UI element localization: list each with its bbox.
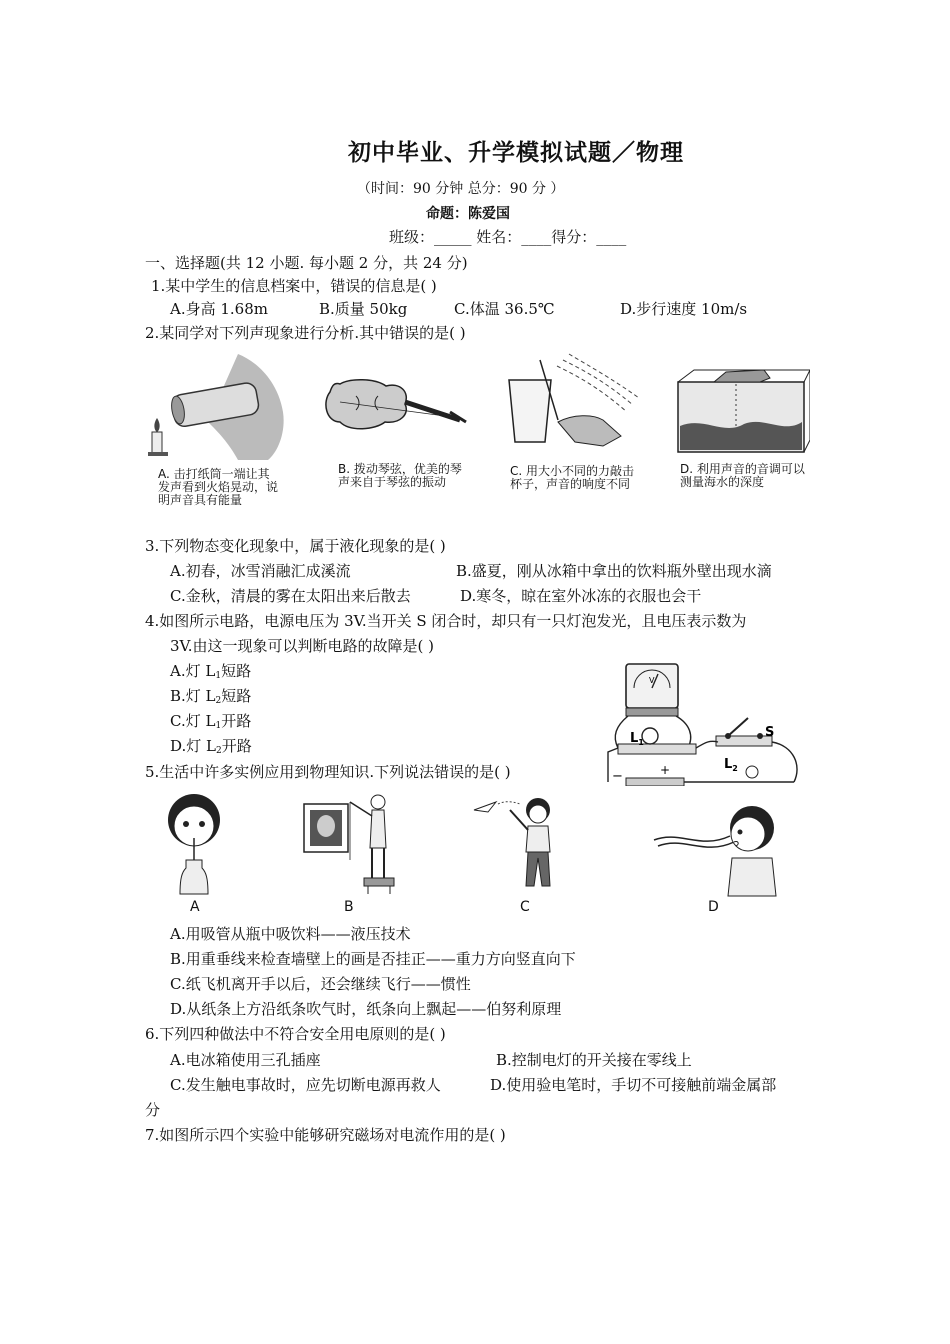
- q2-figure-a-paper-tube-candle: [148, 352, 298, 464]
- q1-option-a: A.身高 1.68m: [170, 300, 268, 318]
- q5-option-a: A.用吸管从瓶中吸饮料——液压技术: [170, 925, 411, 943]
- q1-option-d: D.步行速度 10m/s: [620, 300, 748, 318]
- exam-author: 命题：陈爱国: [426, 206, 510, 222]
- q2-figure-b-violin: [320, 372, 468, 444]
- q5-label-d: D: [708, 899, 719, 915]
- section-heading: 一、选择题(共 12 小题. 每小题 2 分，共 24 分): [145, 254, 468, 272]
- q5-figure-c-paper-plane: [470, 788, 580, 898]
- q4-option-b: B.灯 $L_2$短路: [170, 687, 252, 706]
- lamp-l2-label: $L_2$: [724, 757, 738, 773]
- q5-label-c: C: [520, 899, 530, 915]
- question-4-stem-line2: 3V.由这一现象可以判断电路的故障是( ): [170, 637, 434, 655]
- q5-figure-d-blowing-paper: [650, 788, 780, 898]
- q2-caption-c: C. 用大小不同的力敲击杯子，声音的响度不同: [510, 464, 635, 491]
- q5-option-c: C.纸飞机离开手以后，还会继续飞行——惯性: [170, 975, 471, 993]
- student-info-fields: 班级：_____ 姓名：____得分：____: [389, 228, 627, 246]
- q4-figure-circuit: [598, 656, 808, 786]
- question-1-stem: 1.某中学生的信息档案中，错误的信息是( ): [151, 277, 437, 295]
- q6-option-d-wrap: 分: [145, 1101, 161, 1119]
- q2-caption-d: D. 利用声音的音调可以测量海水的深度: [680, 462, 805, 489]
- question-5-stem: 5.生活中许多实例应用到物理知识.下列说法错误的是( ): [145, 763, 511, 781]
- q1-option-b: B.质量 50kg: [319, 300, 408, 318]
- q5-option-b: B.用重垂线来检查墙壁上的画是否挂正——重力方向竖直向下: [170, 950, 576, 968]
- q1-option-c: C.体温 36.5℃: [454, 300, 555, 318]
- question-6-stem: 6.下列四种做法中不符合安全用电原则的是( ): [145, 1025, 446, 1043]
- exam-time-info: （时间：90 分钟 总分：90 分 ）: [357, 181, 565, 197]
- q3-option-b: B.盛夏，刚从冰箱中拿出的饮料瓶外壁出现水滴: [456, 562, 772, 580]
- q5-label-a: A: [190, 899, 200, 915]
- q6-option-b: B.控制电灯的开关接在零线上: [496, 1051, 692, 1069]
- q3-option-d: D.寒冬，晾在室外冰冻的衣服也会干: [460, 587, 702, 605]
- battery-minus-label: −: [612, 769, 623, 784]
- question-2-stem: 2.某同学对下列声现象进行分析.其中错误的是( ): [145, 324, 466, 342]
- question-3-stem: 3.下列物态变化现象中，属于液化现象的是( ): [145, 537, 446, 555]
- q2-caption-a: A. 击打纸筒一端让其发声看到火焰晃动，说明声音具有能量: [158, 467, 279, 507]
- q5-figure-a-girl-straw: [160, 788, 230, 898]
- q2-caption-b: B. 拨动琴弦，优美的琴声来自于琴弦的振动: [338, 462, 462, 489]
- q4-option-c: C.灯 $L_1$开路: [170, 712, 252, 731]
- voltmeter-label: V: [649, 676, 655, 685]
- q3-option-a: A.初春，冰雪消融汇成溪流: [170, 562, 351, 580]
- battery-plus-label: +: [660, 763, 671, 777]
- q5-option-d: D.从纸条上方沿纸条吹气时，纸条向上飘起——伯努利原理: [170, 1000, 562, 1018]
- q4-option-a: A.灯 $L_1$短路: [170, 662, 252, 681]
- q3-option-c: C.金秋，清晨的雾在太阳出来后散去: [170, 587, 411, 605]
- q2-figure-d-ship-sonar: [674, 356, 810, 456]
- question-7-stem: 7.如图所示四个实验中能够研究磁场对电流作用的是( ): [145, 1126, 506, 1144]
- page-title: 初中毕业、升学模拟试题／物理: [348, 140, 684, 166]
- q5-label-b: B: [344, 899, 354, 915]
- q6-option-a: A.电冰箱使用三孔插座: [170, 1051, 321, 1069]
- q6-option-d: D.使用验电笔时，手切不可接触前端金属部: [490, 1076, 777, 1094]
- q5-figure-b-plumb-line: [300, 788, 400, 898]
- q4-option-d: D.灯 $L_2$开路: [170, 737, 252, 756]
- lamp-l1-label: $L_1$: [630, 731, 644, 747]
- question-4-stem-line1: 4.如图所示电路，电源电压为 3V.当开关 S 闭合时，却只有一只灯泡发光，且电压表示数为: [145, 612, 747, 630]
- q6-option-c: C.发生触电事故时，应先切断电源再救人: [170, 1076, 441, 1094]
- q2-figure-c-cup-struck: [503, 350, 643, 458]
- switch-s-label: S: [765, 725, 775, 740]
